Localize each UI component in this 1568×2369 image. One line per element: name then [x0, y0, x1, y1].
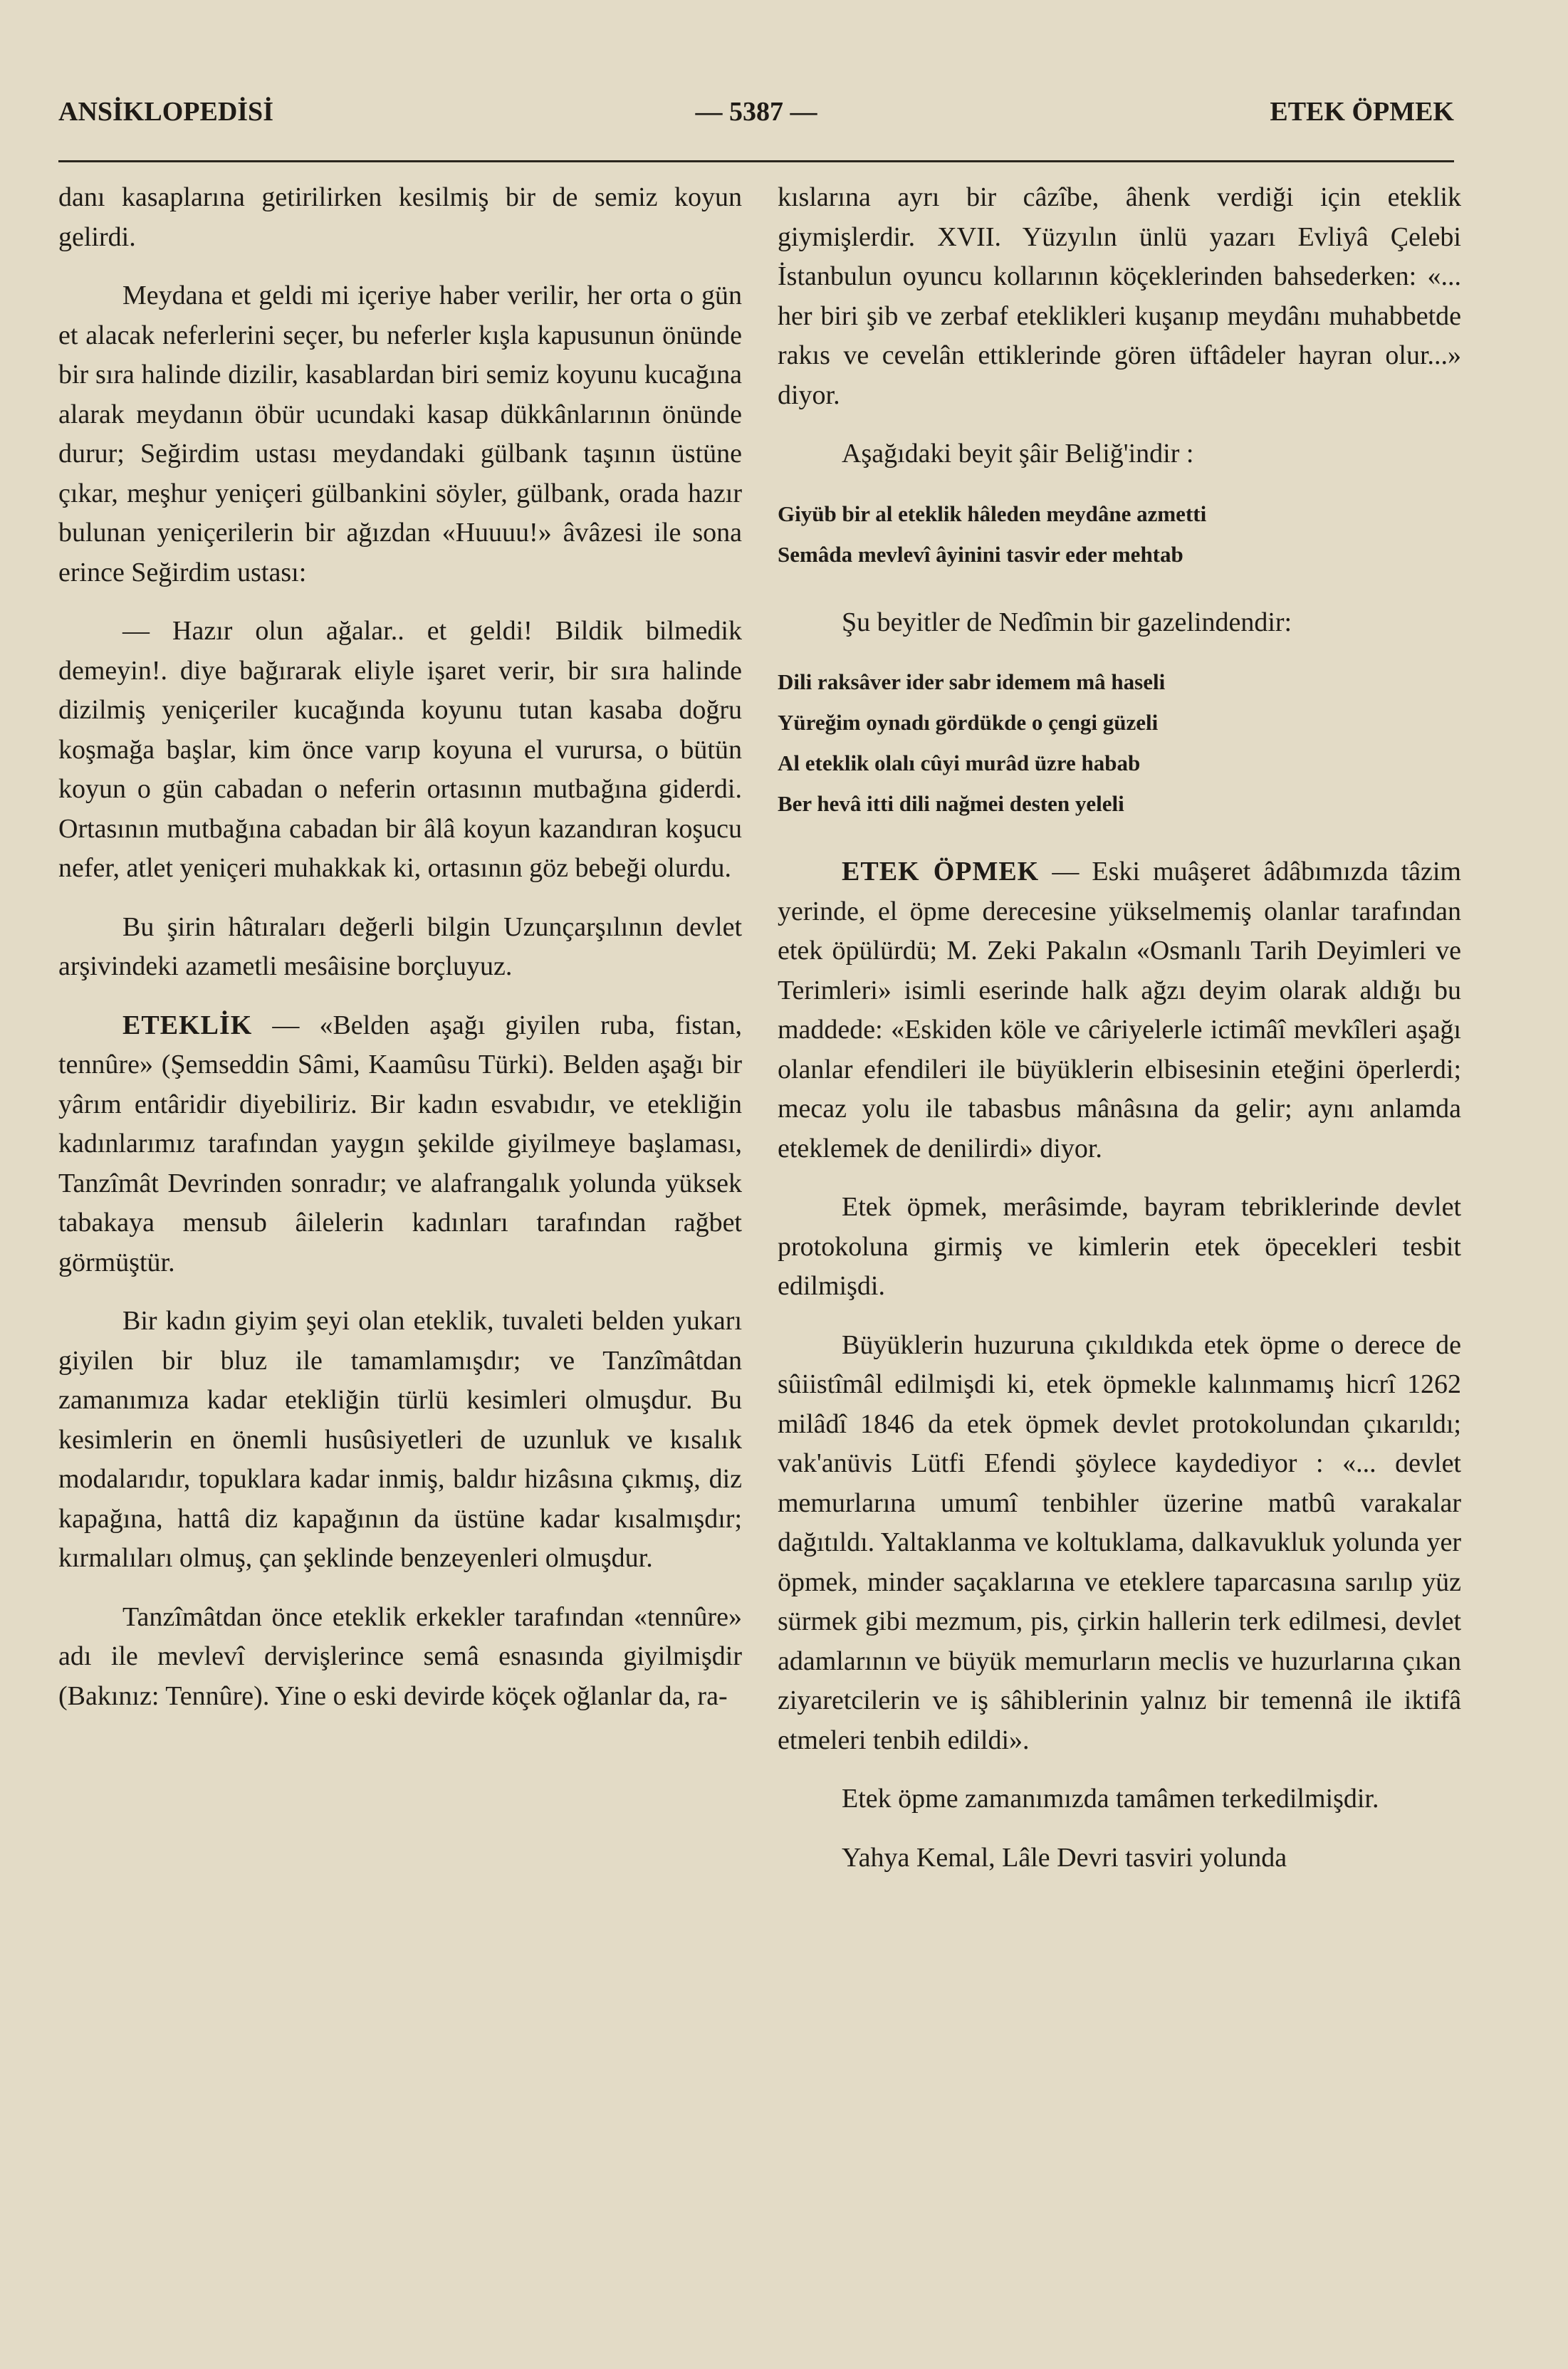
couplet-belig [778, 493, 1461, 575]
paragraph: Etek öpme zamanımızda tamâmen terkedilmişdir. [842, 1784, 1379, 1814]
verse-line: Al eteklik olalı cûyi murâd üzre habab [778, 751, 1141, 775]
couplets-nedim [778, 661, 1461, 824]
header-rule [58, 160, 1454, 162]
left-column [58, 178, 742, 1735]
paragraph: Etek öpmek, merâsimde, bayram tebriklerinde devlet protokoluna girmiş ve kimlerin etek öpecekleri tesbit edilmişdi. [778, 1192, 1461, 1301]
verse-line: Giyüb bir al eteklik hâleden meydâne azmetti [778, 501, 1207, 526]
entry-eteklik [58, 1006, 742, 1283]
entry-term: ETEKLİK [122, 1010, 253, 1040]
entry-text: — Eski muâşeret âdâbımızda tâzim yerinde, el öpme derecesine yükselmemiş olanlar tarafından etek öpülürdü; M. Zeki Pakalın «Osmanlı Tarih Deyimleri ve Terimleri» isimli eserinde halk ağzı deyim olarak aldığı bu maddede: «Eskiden köle ve câriyelerle ictimâî mevkîleri aşağı olanlar efendileri ile büyüklerin elbisesinin eteğini öperlerdi; mecaz yolu ile tabasbus mânâsına da gelir; aynı anlamda eteklemek de denilirdi» diyor. [778, 857, 1461, 1163]
verse-line: Semâda mevlevî âyinini tasvir eder mehtab [778, 541, 1183, 567]
paragraph: Bir kadın giyim şeyi olan eteklik, tuvaleti belden yukarı giyilen bir bluz ile tamamlamışdır; ve Tanzîmâtdan zamanımıza kadar etekliğin türlü kesimleri olmuşdur. Bu kesimlerin en önemli husûsiyetleri de uzunluk ve kısalık modalarıdır, topuklara kadar inmiş, baldır hizâsına çıkmış, diz kapağına, hattâ diz kapağının da üstüne kadar kısalmışdır; kırmalıları olmuş, çan şeklinde benzeyenleri olmuşdur. [58, 1306, 742, 1573]
verse-line: Ber hevâ itti dili nağmei desten yeleli [778, 791, 1124, 816]
paragraph: Tanzîmâtdan önce eteklik erkekler tarafından «tennûre» adı ile mevlevî dervişlerince semâ esnasında giyilmişdir (Bakınız: Tennûre). Yine o eski devirde köçek oğlanlar da, ra- [58, 1601, 742, 1711]
paragraph: Büyüklerin huzuruna çıkıldıkda etek öpme o derece de sûiistîmâl edilmişdi ki, etek öpmekle kalınmamış hicrî 1262 milâdî 1846 da etek öpmek devlet protokolundan çıkarıldı; vak'anüvis Lütfi Efendi şöylece kaydediyor : «... devlet memurlarına umumî tenbihler üzerine matbû varakalar dağıtıldı. Yaltaklanma ve koltuklama, dalkavukluk yolunda yer öpmek, minder saçaklarına ve eteklere taparcasına sarılıp yüz sürmek gibi mezmum, pis, çirkin hallerin terk edilmesi, devlet adamlarının ve büyük memurların meclis ve huzurlarına çıkan ziyaretcilerin ve iş sâhiblerinin yalnız bir temennâ ile iktifâ etmeleri tenbih edildi». [778, 1329, 1461, 1755]
paragraph: Aşağıdaki beyit şâir Beliğ'indir : [842, 439, 1194, 469]
paragraph: Şu beyitler de Nedîmin bir gazelindendir: [842, 607, 1292, 637]
paragraph: danı kasaplarına getirilirken kesilmiş bir de semiz koyun gelirdi. [58, 182, 742, 252]
paragraph: Meydana et geldi mi içeriye haber verilir, her orta o gün et alacak neferlerini seçer, bu neferler kışla kapusunun önünde bir sıra halinde dizilir, kasablardan biri semiz koyunu kucağına alarak meydanın öbür ucundaki kasap dükkânlarının önünde durur; Seğirdim ustası meydandaki gülbank taşının üstüne çıkar, meşhur yeniçeri gülbankini söyler, gülbank, orada hazır bulunan yeniçerilerin bir ağızdan «Huuuu!» âvâzesi ile sona erince Seğirdim ustası: [58, 281, 742, 587]
entry-term: ETEK ÖPMEK [842, 857, 1040, 887]
entry-etek-opmek [778, 852, 1461, 1168]
entry-text: — «Belden aşağı giyilen ruba, fistan, tennûre» (Şemseddin Sâmi, Kaamûsu Türki). Belden aşağı bir yârım entâridir diyebiliriz. Bir kadın esvabıdır, ve etekliğin kadınlarımız tarafından yaygın şekilde giyilmeye başlaması, Tanzîmât Devrinden sonradır; ve alafrangalık yolunda yüksek tabakaya mensub âilelerin kadınları tarafından rağbet görmüştür. [58, 1010, 742, 1277]
header-entry: ETEK ÖPMEK [1270, 97, 1454, 127]
verse-line: Yüreğim oynadı gördükde o çengi güzeli [778, 710, 1159, 735]
paragraph: kıslarına ayrı bir câzîbe, âhenk verdiği için eteklik giymişlerdir. XVII. Yüzyılın ünlü yazarı Evliyâ Çelebi İstanbulun oyuncu kollarının köçeklerinden bahsederken: «... her biri şib ve zerbaf eteklikleri kuşanıp meydânı muhabbetde rakıs ve cevelân ettiklerinde gören üftâdeler hayran olur...» diyor. [778, 182, 1461, 410]
header-title: ANSİKLOPEDİSİ [58, 97, 273, 127]
running-head [58, 96, 1454, 132]
paragraph: — Hazır olun ağalar.. et geldi! Bildik bilmedik demeyin!. diye bağırarak eliyle işaret verir, bir sıra halinde dizilmiş yeniçeriler kucağında koyunu tutan kasaba doğru koşmağa başlar, kim önce varıp koyuna el vurursa, o bütün koyun o gün cabadan o neferin ortasının mutbağına giderdi. Ortasının mutbağına cabadan bir âlâ koyun kazandıran koşucu nefer, atlet yeniçeri muhakkak ki, ortasının göz bebeği olurdu. [58, 616, 742, 883]
paragraph: Bu şirin hâtıraları değerli bilgin Uzunçarşılının devlet arşivindeki azametli mesâisine borçluyuz. [58, 911, 742, 981]
paragraph: Yahya Kemal, Lâle Devri tasviri yolunda [842, 1842, 1287, 1873]
verse-line: Dili raksâver ider sabr idemem mâ haseli [778, 669, 1166, 694]
right-column [778, 178, 1461, 1897]
page-number: — 5387 — [695, 97, 817, 127]
